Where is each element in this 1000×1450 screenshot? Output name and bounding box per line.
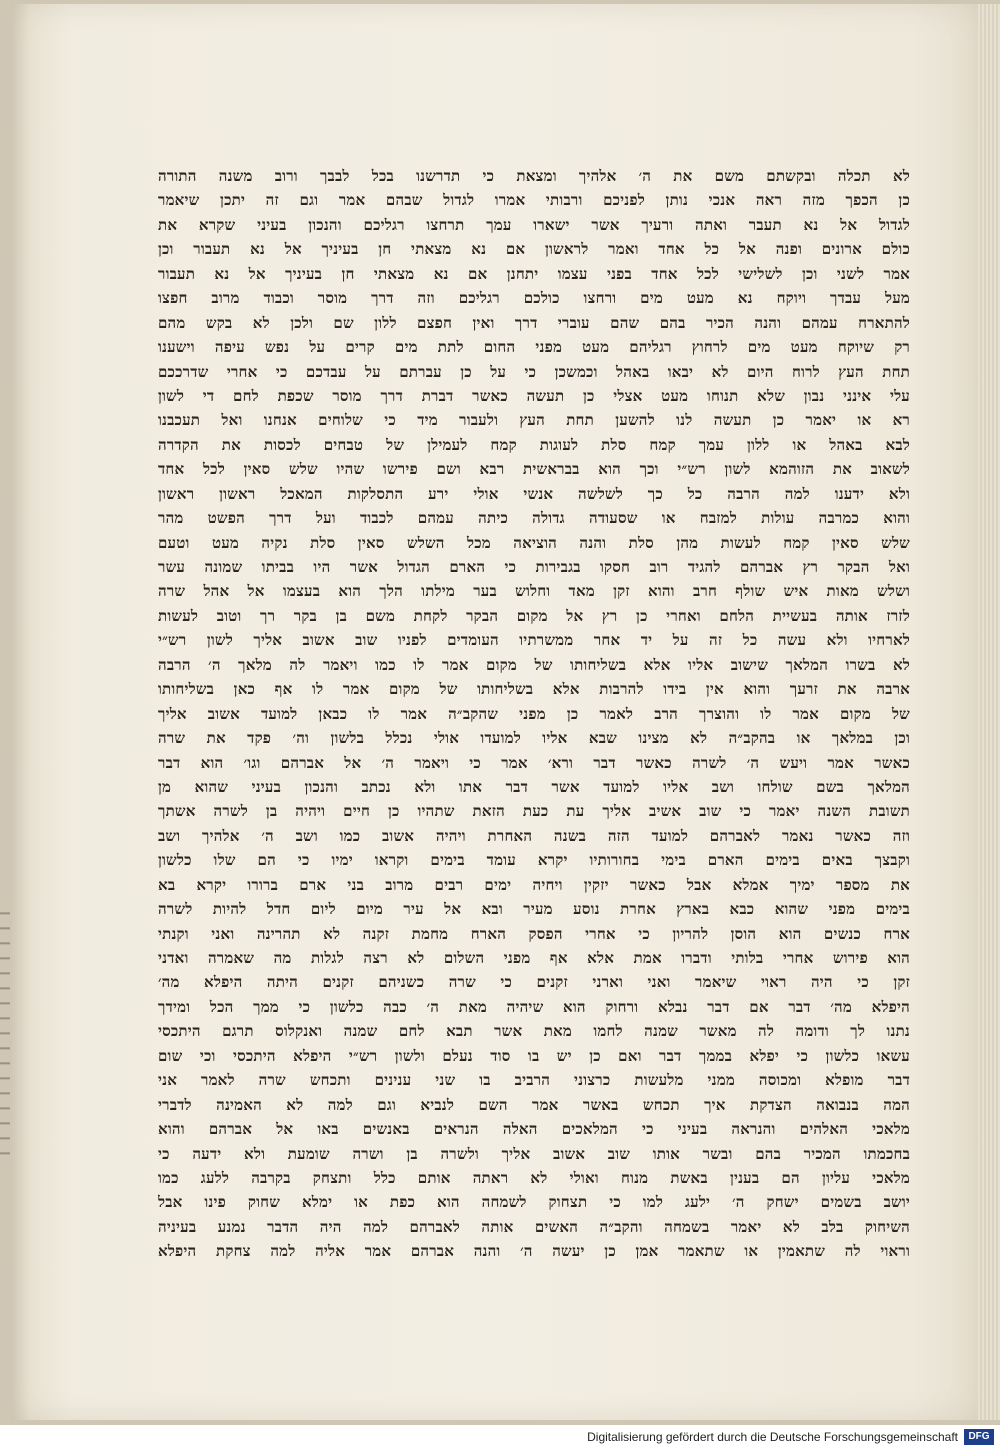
text-line: דבר מופלא ומכוסה ממני מלעשות כרצוני הרביב בו שני ענינים ותכחש שרה לאמר אני [158,1071,910,1090]
text-line: כולם ארונים ופנה אל כל אחד ואמר לראשון אם נא מצאתי חן בעיניך אל נא תעבור וכן [158,240,910,259]
text-line: לזרז אותה בעשיית הלחם ואחרי כן רץ אל מקום הבקר לקחת משם בן בקר רך וטוב לעשות [158,606,910,625]
text-line: וזה כאשר נאמר לאברהם למועד הזה בשנה האחרת ויהיה אשוב כמו ושב ה׳ אלהיך ושב [158,826,910,845]
text-line: לשאוב את הזוהמא לשון רש״י וכך הוא בבראשית רבא ושם פירשו שהיו שלש סאין לכל אחד [158,460,910,479]
text-line: ארבה את זרעך והוא אין בידו להרבות אלא בשליחותו של מקום אמר לו אף כאן בשליחותו [158,680,910,699]
text-line: מעל עבדך ויוקח נא מעט מים ורחצו כולכם רגליכם וזה דרך מוסר וכבוד מרוב חפצו [158,289,910,308]
text-line: לארחיו ולא עשה כל זה על יד אחר ממשרתיו העומדים לפניו שוב אשוב אליך לשון רש״י [158,631,910,650]
text-line: ואל הבקר רץ אברהם להגיד רוב חסקו בגבירות כי הארם הגדול אשר היו בביתו שמונה עשר [158,558,910,576]
text-line: בימים מפני שהוא כבא בארץ אחרת נוסע מעיר ובא אל עיר מיום ליום חדל להיות לשרה [158,900,910,919]
hebrew-text-block [158,164,910,1264]
text-line: אמר לשני וכן לשלישי לכל אחד בפני עצמו יתחנן אם נא מצאתי חן בעיניך אל נא תעבור [158,264,910,283]
text-line: להתארח עמהם והנה הכיר בהם שהם עוברי דרך ואין חפצם ללון שם ולכן לא בקש מהם [158,313,910,332]
text-line: השיחוק בלב לא יאמר בשמחה והקב״ה האשים אותה לאברהם למה היה הדבר נמנע בעיניה [158,1217,910,1236]
text-line: מלאכי האלהים והנראה בעיני כי המלאכים האלה הנראים באנשים באו אל אברהם והוא [158,1120,910,1139]
text-line: שלש סאין קמח לעשות מהן סלת והנה הוציאה מכל השלש סאין סלת נקיה מעט וטעם [158,533,910,552]
text-line: ושלש מאות איש שולף חרב והוא זקן מאד וחלוש בער מילתו הלך הוא בעצמו אל אהל שרה [158,582,910,601]
text-line: תשובת השנה יאמר כי שוב אשיב אליך עת כעת הזאת שתהיו כן חיים ויהיה בן לשרה אשתך [158,802,910,821]
text-line: רק שיוקח מעט מים לרחוץ רגליהם מעט מפני החום לתת מים קרים על נפש עיפה וישענו [158,338,910,357]
text-line: ולא ידענו למה הרבה כל כך לשלשה אנשי אולי ירע התסלקות המאכל ראשון ראשון [158,484,910,503]
text-line: נתנו לך ודומה לה מאשר שמנה לחמו מאת אשר תבא לחם שמנה ואנקלוס תרגם היתכסי [158,1022,910,1041]
text-line: של מקום אמר לו והוצרך הרב לאמר כן מפני שהקב״ה אמר לו כבאן למועד אשוב אליך [158,704,910,723]
text-line: וקבצך באים בימים הארם בימי בחורותיו יקרא עומד בימים וקראו ימיו כי הם שלו כלשון [158,851,910,870]
text-line: בחכמתו המכיר בהם ובשר אותו שוב אשוב אליך ולשרה בן ושרה שומעת ולא ידעה כי [158,1144,910,1163]
text-line: יושב בשמים ישחק ה׳ ילעג למו כי תצחוק לשמחה הוא כפת או ימלא שחוק פינו אבל [158,1193,910,1212]
facing-page-marks [0,900,10,1160]
text-line: לא בשרו המלאך שישוב אליו אלא בשליחותו של מקום אמר לו כמו ויאמר לה מלאך ה׳ הרבה [158,655,910,674]
text-line: המלאך בשם שולחו ושב אליו למועד אשר דבר אתו ולא נכתב והנכון בעיני שהוא מן [158,777,910,796]
text-line: כן הכפך מזה ראה אנכי נותן לפניכם ורבותי אמרו לגדול שבהם אמר וגם זה יתכן שיאמר [158,191,910,210]
text-line: ארח כנשים הוא הוסן להריון כי אחרי הפסק הארח מחמת זקנה לא תהרינה ואני וקנתי [158,924,910,943]
page-stack-edge [978,4,1000,1420]
text-line: היפלא מה׳ דבר אם דבר נבלא ורחוק הוא שיהיה מאת ה׳ כבה כלשון כי ממך הכל ומידך [158,997,910,1016]
dfg-logo: DFG [964,1429,994,1445]
footer-bar [0,1425,1000,1450]
text-line: המה בנבואה הצדקת איך תכחש באשר אמר השם לנביא וגם למה לא האמינה לדברי [158,1095,910,1114]
text-line: רא או יאמר כן תעשה לנו להשען תחת העץ ולעבור מיד כי שלוחים אנחנו ואל תעכבנו [158,411,910,430]
text-line: לגדול אל נא תעבר ואתה ורעיך אשר ישארו עמך תרחצו רגליכם והנכון בעיני שקרא את [158,215,910,234]
text-line: והוא כמרבה עולות למזבח או שסעודה גדולה כיתה עמהם לכבוד ועל דרך הפשט מהר [158,509,910,528]
book-page [12,4,980,1420]
text-line: לבא באהל או ללון עמך קמח סלת לעוגות קמח לעמילן של טבחים לכסות את הקדרה [158,435,910,454]
text-line: את מספר ימיך אמלא אבל כאשר יזקין ויחיה ימים רבים מרוב בני ארם ברורו יקרא בא [158,875,910,894]
text-line: לא תכלה ובקשתם משם את ה׳ אלהיך ומצאת כי תדרשנו בכל לבבך ורוב משנה התורה [158,167,910,185]
funding-credit: Digitalisierung gefördert durch die Deutsche Forschungsgemeinschaft [587,1430,958,1444]
text-line: מלאכי עליון הם בענין באשת מנוח ואולי לא ראתה אותם כלל ותצחק בקרבה ללעג כמו [158,1168,910,1187]
text-line: הוא פירוש אחרי בלותי ודברו אמת אלא אף מפני השלום לא רצה לגלות מה שאמרה ואדני [158,949,910,967]
text-line: כאשר אמר ויעש ה׳ לשרה כאשר דבר ורא׳ אמר כי ויאמר ה׳ אל אברהם וגו׳ הוא דבר [158,753,910,772]
text-line: עשאו כלשון כי יפלא בממך דבר ואם כן יש בו סוד נעלם ולשון רש״י היפלא היתכסי וכי שום [158,1046,910,1065]
text-line: וכן במלאך או בהקב״ה לא מצינו שבא אליו למועדו אולי נכלל בלשון וה׳ פקד את שרה [158,729,910,748]
text-line: זקן כי היה ראוי שיאמר ואני וארני זקנים כי שרה כשניהם זקנים היתה היפלא מה׳ [158,973,910,992]
text-line: וראוי לה שתאמין או שתאמר אמן כן יעשה ה׳ והנה אברהם אמר אליה למה צחקת היפלא [158,1242,910,1261]
text-line: תחת העץ לרוח היום לא יבאו באהל וכמשכן כי על כן עברתם על עבדכם כי אחרי שדרככם [158,362,910,381]
text-line: עלי אינני נבון שלא תנוחו מעט אצלי כן תעשה כאשר דברת דרך מוסר שכפת לחם די לשון [158,386,910,405]
